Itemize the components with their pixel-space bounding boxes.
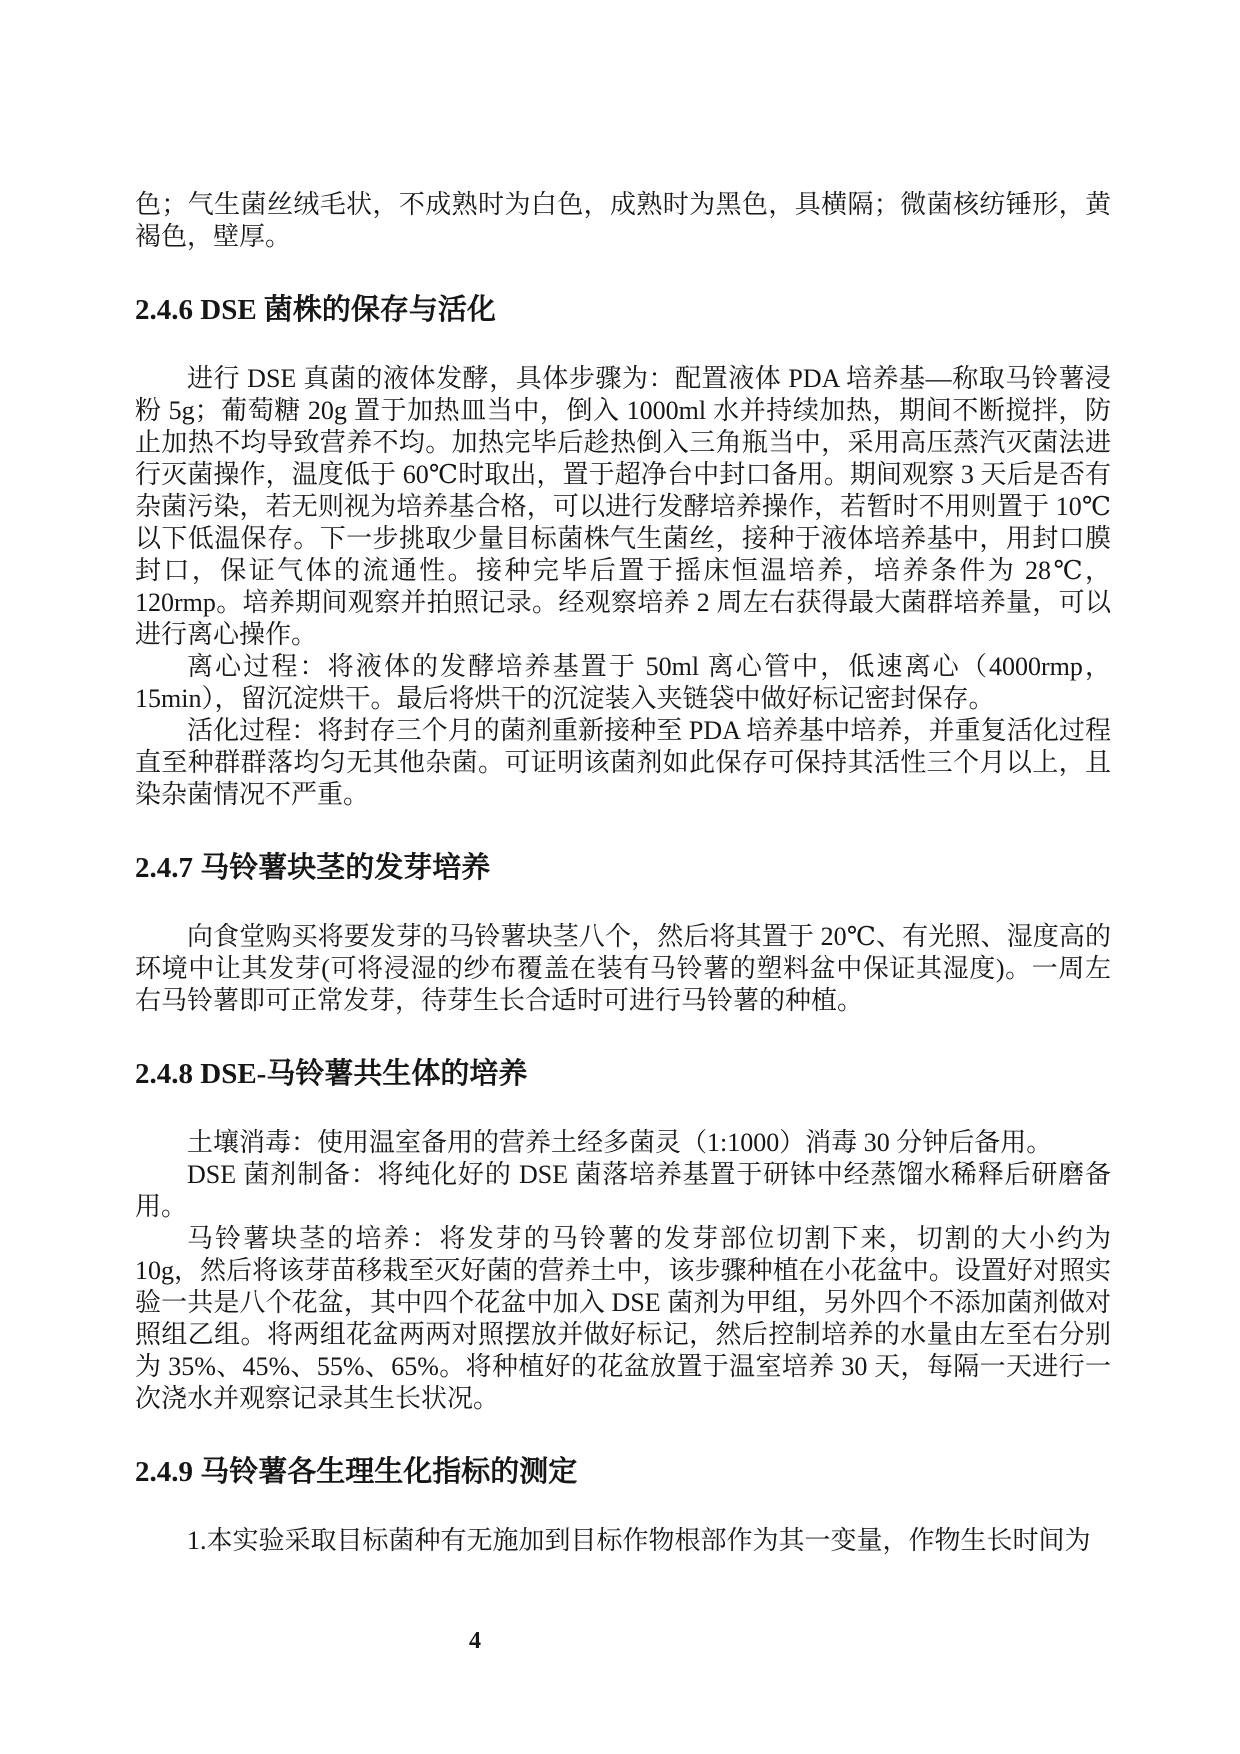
paragraph-tuber-cultivation: 马铃薯块茎的培养：将发芽的马铃薯的发芽部位切割下来，切割的大小约为 10g，然后将该芽苗移栽至灭好菌的营养土中，该步骤种植在小花盆中。设置好对照实验一共是八个花盆，其中四个花盆中加入 DSE 菌剂为甲组，另外四个不添加菌剂做对照组乙组。将两组花盆两两对照摆放并做好标记，然后控制培养的水量由左至右分别为 35%、45%、55%、65%。将种植好的花盆放置于温室培养 30 天，每隔一天进行一次浇水并观察记录其生长状况。 xyxy=(135,1224,1111,1413)
section-heading-2-4-6: 2.4.6 DSE 菌株的保存与活化 xyxy=(135,294,496,326)
page-number: 4 xyxy=(469,1628,481,1654)
paragraph-morphology-continued: 色；气生菌丝绒毛状，不成熟时为白色，成熟时为黑色，具横隔；微菌核纺锤形，黄褐色，壁厚。 xyxy=(135,190,1111,251)
page-content xyxy=(135,189,1111,1557)
paragraph-measurement-variables: 1.本实验采取目标菌种有无施加到目标作物根部作为其一变量，作物生长时间为 xyxy=(187,1526,1091,1555)
paragraph-liquid-fermentation: 进行 DSE 真菌的液体发酵，具体步骤为：配置液体 PDA 培养基—称取马铃薯浸粉 5g；葡萄糖 20g 置于加热皿当中，倒入 1000ml 水并持续加热，期间不断搅拌，防止加热不均导致营养不均。加热完毕后趁热倒入三角瓶当中，采用高压蒸汽灭菌法进行灭菌操作，温度低于 60℃时取出，置于超净台中封口备用。期间观察 3 天后是否有杂菌污染，若无则视为培养基合格，可以进行发酵培养操作，若暂时不用则置于 10℃以下低温保存。下一步挑取少量目标菌株气生菌丝，接种于液体培养基中，用封口膜封口，保证气体的流通性。接种完毕后置于摇床恒温培养，培养条件为 28℃，120rmp。培养期间观察并拍照记录。经观察培养 2 周左右获得最大菌群培养量，可以进行离心操作。 xyxy=(135,364,1111,649)
paragraph-centrifugation: 离心过程：将液体的发酵培养基置于 50ml 离心管中，低速离心（4000rmp，15min），留沉淀烘干。最后将烘干的沉淀装入夹链袋中做好标记密封保存。 xyxy=(135,652,1111,713)
section-heading-2-4-8: 2.4.8 DSE-马铃薯共生体的培养 xyxy=(135,1058,528,1090)
paragraph-activation: 活化过程：将封存三个月的菌剂重新接种至 PDA 培养基中培养，并重复活化过程直至种群群落均匀无其他杂菌。可证明该菌剂如此保存可保持其活性三个月以上，且染杂菌情况不严重。 xyxy=(135,716,1111,809)
paragraph-dse-inoculant-preparation: DSE 菌剂制备：将纯化好的 DSE 菌落培养基置于研钵中经蒸馏水稀释后研磨备用。 xyxy=(135,1160,1111,1221)
section-heading-2-4-9: 2.4.9 马铃薯各生理生化指标的测定 xyxy=(135,1456,578,1488)
paragraph-soil-sterilization: 土壤消毒：使用温室备用的营养土经多菌灵（1:1000）消毒 30 分钟后备用。 xyxy=(187,1128,1053,1157)
section-heading-2-4-7: 2.4.7 马铃薯块茎的发芽培养 xyxy=(135,852,491,884)
paragraph-tuber-germination: 向食堂购买将要发芽的马铃薯块茎八个，然后将其置于 20℃、有光照、湿度高的环境中让其发芽(可将浸湿的纱布覆盖在装有马铃薯的塑料盆中保证其湿度)。一周左右马铃薯即可正常发芽，待芽生长合适时可进行马铃薯的种植。 xyxy=(135,922,1111,1015)
